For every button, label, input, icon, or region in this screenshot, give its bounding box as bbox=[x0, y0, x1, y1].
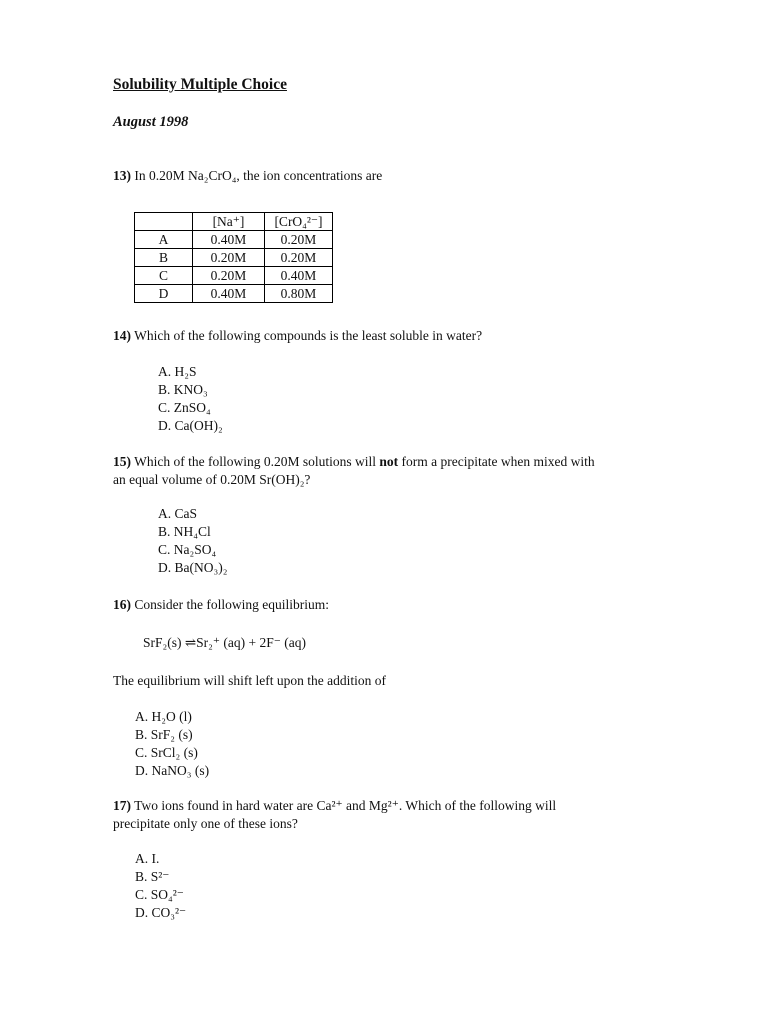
question-text: Two ions found in hard water are Ca²⁺ and Mg²⁺. Which of the following will bbox=[134, 798, 557, 813]
question-text: Consider the following equilibrium: bbox=[134, 597, 329, 612]
table-row bbox=[135, 285, 333, 303]
table-cell: 0.20M bbox=[265, 231, 333, 249]
answer-option-c: C. Na₂SO₄ bbox=[158, 542, 217, 557]
table-header-cell: [CrO₄²⁻] bbox=[265, 213, 333, 231]
answer-option-d: D. NaNO₃ (s) bbox=[135, 763, 210, 778]
question-16-line-2: The equilibrium will shift left upon the addition of bbox=[113, 673, 386, 688]
question-17-line-2: precipitate only one of these ions? bbox=[113, 816, 298, 831]
table-header-cell: [Na⁺] bbox=[193, 213, 265, 231]
ion-concentration-table bbox=[134, 212, 333, 303]
table-cell: 0.40M bbox=[193, 285, 265, 303]
question-number: 13) bbox=[113, 168, 131, 183]
answer-option-b: B. NH₄Cl bbox=[158, 524, 211, 539]
table-cell: 0.80M bbox=[265, 285, 333, 303]
question-number: 14) bbox=[113, 328, 131, 343]
answer-option-a: A. CaS bbox=[158, 506, 198, 521]
answer-option-b: B. S²⁻ bbox=[135, 869, 170, 884]
question-text-continued: form a precipitate when mixed with bbox=[401, 454, 595, 469]
answer-option-c: C. ZnSO₄ bbox=[158, 400, 211, 415]
answer-option-b: B. SrF₂ (s) bbox=[135, 727, 193, 742]
question-number: 17) bbox=[113, 798, 131, 813]
answer-option-d: D. Ca(OH)₂ bbox=[158, 418, 223, 433]
table-row bbox=[135, 267, 333, 285]
table-cell: B bbox=[135, 249, 193, 267]
table-cell: 0.20M bbox=[265, 249, 333, 267]
document-date: August 1998 bbox=[113, 114, 189, 130]
table-cell: 0.40M bbox=[265, 267, 333, 285]
table-header-cell bbox=[135, 213, 193, 231]
question-14 bbox=[113, 327, 482, 345]
table-cell: 0.20M bbox=[193, 249, 265, 267]
question-number: 15) bbox=[113, 454, 131, 469]
question-text: In 0.20M Na₂CrO₄, the ion concentrations are bbox=[134, 168, 383, 183]
table-cell: 0.40M bbox=[193, 231, 265, 249]
table-cell: D bbox=[135, 285, 193, 303]
answer-option-d: D. Ba(NO₃)₂ bbox=[158, 560, 228, 575]
table-cell: A bbox=[135, 231, 193, 249]
question-17 bbox=[113, 797, 556, 815]
emphasis-text: not bbox=[379, 454, 399, 469]
table-cell: C bbox=[135, 267, 193, 285]
question-13 bbox=[113, 167, 382, 185]
answer-option-d: D. CO₃²⁻ bbox=[135, 905, 187, 920]
table-cell: 0.20M bbox=[193, 267, 265, 285]
answer-option-b: B. KNO₃ bbox=[158, 382, 208, 397]
table-row bbox=[135, 249, 333, 267]
answer-option-a: A. H₂S bbox=[158, 364, 197, 379]
equilibrium-equation: SrF₂(s) ⇌Sr₂⁺ (aq) + 2F⁻ (aq) bbox=[143, 635, 306, 650]
table-row bbox=[135, 231, 333, 249]
question-text: Which of the following 0.20M solutions will bbox=[134, 454, 377, 469]
answer-option-a: A. I. bbox=[135, 851, 160, 866]
question-15 bbox=[113, 453, 595, 471]
answer-option-a: A. H₂O (l) bbox=[135, 709, 192, 724]
question-16 bbox=[113, 596, 329, 614]
page-title: Solubility Multiple Choice bbox=[113, 76, 287, 93]
table-header-row bbox=[135, 213, 333, 231]
answer-option-c: C. SrCl₂ (s) bbox=[135, 745, 198, 760]
question-text: Which of the following compounds is the least soluble in water? bbox=[134, 328, 483, 343]
answer-option-c: C. SO₄²⁻ bbox=[135, 887, 184, 902]
question-number: 16) bbox=[113, 597, 131, 612]
question-15-line-2: an equal volume of 0.20M Sr(OH)₂? bbox=[113, 472, 311, 487]
